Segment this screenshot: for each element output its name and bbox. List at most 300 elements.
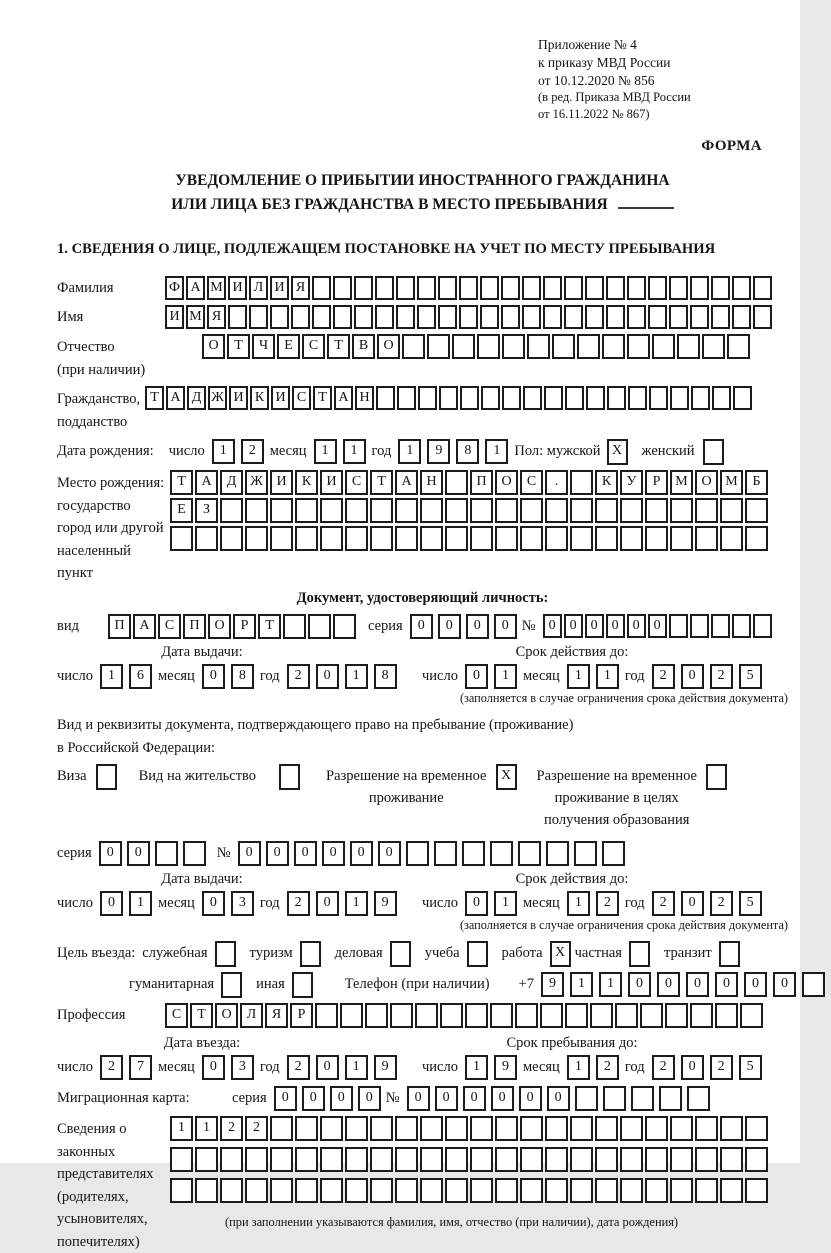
purpose-other-checkbox bbox=[292, 972, 313, 998]
birth-day-cells bbox=[212, 439, 270, 464]
char-cell-filled: 9 bbox=[374, 891, 397, 916]
purpose-tourism-checkbox bbox=[300, 941, 321, 967]
char-cell-empty bbox=[607, 386, 626, 410]
given-name-cells bbox=[165, 305, 774, 329]
char-cell-empty bbox=[370, 1178, 393, 1203]
char-cell-empty bbox=[585, 305, 604, 329]
char-cell-empty bbox=[495, 498, 518, 523]
char-cell-filled: 1 bbox=[599, 972, 622, 997]
char-cell-filled: 1 bbox=[345, 1055, 368, 1080]
char-cell-empty bbox=[620, 1147, 643, 1172]
char-cell-empty bbox=[320, 498, 343, 523]
char-cell-empty bbox=[665, 1003, 688, 1028]
char-cell-empty bbox=[315, 1003, 338, 1028]
char-cell-filled: М bbox=[720, 470, 743, 495]
char-cell-filled: X bbox=[496, 764, 517, 790]
representatives-label-line-2: законных bbox=[57, 1143, 116, 1160]
char-cell-filled: 0 bbox=[585, 614, 604, 638]
char-cell-filled: 1 bbox=[314, 439, 337, 464]
char-cell-filled: 0 bbox=[378, 841, 401, 866]
char-cell-empty bbox=[502, 334, 525, 359]
patronymic-label bbox=[57, 334, 202, 381]
char-cell-empty bbox=[545, 526, 568, 551]
entry-day-label: число bbox=[57, 1059, 93, 1076]
purpose-transit-label: транзит bbox=[663, 945, 712, 962]
char-cell-filled: 0 bbox=[715, 972, 738, 997]
phone-label: Телефон (при наличии) bbox=[344, 976, 490, 993]
representatives-cells-line-1 bbox=[170, 1116, 770, 1141]
purpose-commercial-label: деловая bbox=[334, 945, 383, 962]
char-cell-empty bbox=[720, 1178, 743, 1203]
char-cell-filled: С bbox=[345, 470, 368, 495]
char-cell-empty bbox=[397, 386, 416, 410]
char-cell-empty bbox=[719, 941, 740, 967]
char-cell-filled: Д bbox=[220, 470, 243, 495]
char-cell-empty bbox=[586, 386, 605, 410]
char-cell-empty bbox=[740, 1003, 763, 1028]
char-cell-empty bbox=[345, 1178, 368, 1203]
char-cell-empty bbox=[215, 941, 236, 967]
migration-card-series-cells bbox=[274, 1086, 386, 1111]
char-cell-filled: С bbox=[165, 1003, 188, 1028]
char-cell-empty bbox=[375, 276, 394, 300]
char-cell-filled: А bbox=[395, 470, 418, 495]
char-cell-filled: И bbox=[165, 305, 184, 329]
birth-year-label: год bbox=[371, 443, 392, 460]
char-cell-filled: 1 bbox=[343, 439, 366, 464]
residence-doc-options-row bbox=[57, 764, 788, 831]
representatives-label-line-1: Сведения о bbox=[57, 1121, 127, 1138]
given-name-label: Имя bbox=[57, 309, 84, 326]
char-cell-empty bbox=[308, 614, 331, 639]
citizenship-label bbox=[57, 386, 145, 433]
char-cell-filled: 0 bbox=[547, 1086, 570, 1111]
char-cell-empty bbox=[670, 526, 693, 551]
char-cell-empty bbox=[577, 334, 600, 359]
char-cell-empty bbox=[720, 1147, 743, 1172]
char-cell-filled: Т bbox=[190, 1003, 213, 1028]
char-cell-filled: Р bbox=[645, 470, 668, 495]
char-cell-empty bbox=[620, 498, 643, 523]
char-cell-filled: 1 bbox=[485, 439, 508, 464]
purpose-private-label: частная bbox=[574, 945, 622, 962]
migration-card-row bbox=[57, 1086, 788, 1111]
permit-issue-header: Дата выдачи: bbox=[161, 871, 243, 888]
char-cell-empty bbox=[270, 1116, 293, 1141]
char-cell-empty bbox=[402, 334, 425, 359]
char-cell-filled: Р bbox=[290, 1003, 313, 1028]
char-cell-empty bbox=[712, 386, 731, 410]
visit-purpose-label: Цель въезда: bbox=[57, 945, 136, 962]
char-cell-empty bbox=[620, 1178, 643, 1203]
char-cell-empty bbox=[220, 526, 243, 551]
char-cell-empty bbox=[365, 1003, 388, 1028]
amendment-line-2: от 16.11.2022 № 867) bbox=[538, 106, 650, 121]
char-cell-filled: 1 bbox=[170, 1116, 193, 1141]
form-title-line-1: УВЕДОМЛЕНИЕ О ПРИБЫТИИ ИНОСТРАННОГО ГРАЖДАНИНА bbox=[175, 172, 670, 190]
doc-number-cells bbox=[543, 614, 774, 638]
char-cell-empty bbox=[732, 305, 751, 329]
temp-residence-label-line-2: проживание bbox=[368, 789, 444, 806]
identity-doc-kind-row bbox=[57, 614, 788, 639]
char-cell-empty bbox=[564, 305, 583, 329]
char-cell-empty bbox=[687, 1086, 710, 1111]
char-cell-empty bbox=[745, 1147, 768, 1172]
char-cell-filled: 8 bbox=[456, 439, 479, 464]
profession-label: Профессия bbox=[57, 1007, 126, 1024]
char-cell-filled: И bbox=[270, 276, 289, 300]
doc-issue-day-cells bbox=[100, 664, 158, 689]
char-cell-filled: 1 bbox=[345, 664, 368, 689]
char-cell-empty bbox=[370, 526, 393, 551]
char-cell-empty bbox=[420, 1147, 443, 1172]
char-cell-filled: И bbox=[228, 276, 247, 300]
doc-issue-header: Дата выдачи: bbox=[161, 643, 243, 660]
doc-issue-year-label: год bbox=[259, 667, 280, 684]
char-cell-empty bbox=[648, 276, 667, 300]
char-cell-empty bbox=[545, 1147, 568, 1172]
char-cell-filled: А bbox=[186, 276, 205, 300]
birth-date-label: Дата рождения: bbox=[57, 443, 154, 460]
char-cell-empty bbox=[645, 1116, 668, 1141]
char-cell-empty bbox=[375, 305, 394, 329]
char-cell-empty bbox=[652, 334, 675, 359]
char-cell-empty bbox=[395, 1116, 418, 1141]
char-cell-filled: 1 bbox=[596, 664, 619, 689]
purpose-work-label: работа bbox=[501, 945, 543, 962]
temp-residence-edu-checkbox bbox=[706, 764, 727, 790]
entry-year-label: год bbox=[259, 1059, 280, 1076]
char-cell-empty bbox=[440, 1003, 463, 1028]
birth-year-cells bbox=[398, 439, 514, 464]
char-cell-empty bbox=[477, 334, 500, 359]
char-cell-empty bbox=[490, 841, 513, 866]
char-cell-filled: 0 bbox=[274, 1086, 297, 1111]
char-cell-empty bbox=[420, 498, 443, 523]
temp-residence-checkbox bbox=[496, 764, 517, 790]
char-cell-empty bbox=[645, 1147, 668, 1172]
representatives-note: (при заполнении указываются фамилия, имя, отчество (при наличии), дата рождения) bbox=[225, 1215, 679, 1230]
char-cell-filled: 1 bbox=[465, 1055, 488, 1080]
char-cell-empty bbox=[345, 1116, 368, 1141]
char-cell-empty bbox=[753, 276, 772, 300]
char-cell-empty bbox=[390, 1003, 413, 1028]
char-cell-empty bbox=[570, 470, 593, 495]
char-cell-filled: 1 bbox=[570, 972, 593, 997]
char-cell-empty bbox=[221, 972, 242, 998]
char-cell-empty bbox=[480, 276, 499, 300]
temp-residence-edu-label-line-3: получения образования bbox=[544, 811, 690, 828]
birth-place-label-line-3: город или другой bbox=[57, 520, 164, 537]
char-cell-empty bbox=[295, 1178, 318, 1203]
char-cell-empty bbox=[320, 1147, 343, 1172]
char-cell-empty bbox=[495, 1147, 518, 1172]
char-cell-empty bbox=[495, 526, 518, 551]
representatives-row bbox=[57, 1116, 788, 1253]
char-cell-filled: 1 bbox=[494, 664, 517, 689]
char-cell-filled: 2 bbox=[245, 1116, 268, 1141]
char-cell-empty bbox=[590, 1003, 613, 1028]
form-title-line-2-text: ИЛИ ЛИЦА БЕЗ ГРАЖДАНСТВА В МЕСТО ПРЕБЫВАНИЯ bbox=[171, 196, 608, 214]
char-cell-empty bbox=[670, 498, 693, 523]
char-cell-empty bbox=[595, 526, 618, 551]
char-cell-empty bbox=[470, 1147, 493, 1172]
stay-day-label: число bbox=[422, 1059, 458, 1076]
purpose-other-label: иная bbox=[256, 976, 285, 993]
doc-validity-year-cells bbox=[652, 664, 768, 689]
char-cell-filled: 1 bbox=[129, 891, 152, 916]
given-name-row bbox=[57, 305, 788, 329]
birth-place-label-line-1: Место рождения: bbox=[57, 475, 165, 492]
doc-validity-group bbox=[422, 644, 788, 689]
char-cell-empty bbox=[376, 386, 395, 410]
char-cell-filled: 0 bbox=[202, 1055, 225, 1080]
char-cell-empty bbox=[220, 1147, 243, 1172]
char-cell-empty bbox=[669, 276, 688, 300]
char-cell-empty bbox=[445, 498, 468, 523]
order-date-line: от 10.12.2020 № 856 bbox=[538, 72, 655, 88]
char-cell-empty bbox=[720, 526, 743, 551]
char-cell-empty bbox=[627, 305, 646, 329]
permit-validity-day-cells bbox=[465, 891, 523, 916]
char-cell-empty bbox=[295, 498, 318, 523]
permit-issue-month-label: месяц bbox=[157, 895, 195, 912]
char-cell-empty bbox=[283, 614, 306, 639]
residence-permit-label: Вид на жительство bbox=[138, 768, 257, 785]
char-cell-empty bbox=[270, 1147, 293, 1172]
birth-date-row bbox=[57, 439, 788, 465]
char-cell-filled: 0 bbox=[491, 1086, 514, 1111]
char-cell-filled: 0 bbox=[606, 614, 625, 638]
char-cell-empty bbox=[495, 1178, 518, 1203]
char-cell-filled: 0 bbox=[410, 614, 433, 639]
visa-option bbox=[57, 764, 117, 790]
permit-series-row bbox=[57, 841, 788, 866]
char-cell-empty bbox=[620, 526, 643, 551]
char-cell-empty bbox=[606, 276, 625, 300]
char-cell-empty bbox=[695, 526, 718, 551]
birth-place-row bbox=[57, 470, 788, 584]
representatives-cells-line-3 bbox=[170, 1178, 770, 1203]
char-cell-empty bbox=[515, 1003, 538, 1028]
temp-residence-edu-label bbox=[537, 764, 697, 831]
doc-series-cells bbox=[410, 614, 522, 639]
char-cell-filled: А bbox=[133, 614, 156, 639]
char-cell-empty bbox=[445, 470, 468, 495]
sex-label: Пол: мужской bbox=[514, 443, 601, 460]
form-label: ФОРМА bbox=[701, 138, 762, 155]
char-cell-empty bbox=[640, 1003, 663, 1028]
permit-series-label: серия bbox=[57, 845, 92, 862]
sex-female-checkbox bbox=[703, 439, 724, 465]
char-cell-empty bbox=[645, 526, 668, 551]
profession-row bbox=[57, 1003, 788, 1028]
stay-day-cells bbox=[465, 1055, 523, 1080]
birth-place-label bbox=[57, 470, 170, 584]
migration-card-number-label: № bbox=[385, 1090, 400, 1107]
char-cell-filled: 5 bbox=[739, 1055, 762, 1080]
char-cell-empty bbox=[552, 334, 575, 359]
char-cell-empty bbox=[490, 1003, 513, 1028]
char-cell-empty bbox=[565, 1003, 588, 1028]
char-cell-filled: С bbox=[302, 334, 325, 359]
permit-validity-group bbox=[422, 871, 788, 916]
char-cell-filled: К bbox=[250, 386, 269, 410]
char-cell-empty bbox=[300, 941, 321, 967]
char-cell-empty bbox=[720, 498, 743, 523]
doc-validity-year-label: год bbox=[624, 667, 645, 684]
char-cell-filled: 0 bbox=[465, 891, 488, 916]
char-cell-empty bbox=[695, 1178, 718, 1203]
char-cell-filled: 0 bbox=[407, 1086, 430, 1111]
char-cell-empty bbox=[320, 1178, 343, 1203]
char-cell-filled: Т bbox=[227, 334, 250, 359]
char-cell-empty bbox=[575, 1086, 598, 1111]
char-cell-empty bbox=[669, 614, 688, 638]
char-cell-filled: М bbox=[670, 470, 693, 495]
char-cell-empty bbox=[340, 1003, 363, 1028]
char-cell-filled: Ч bbox=[252, 334, 275, 359]
char-cell-empty bbox=[445, 526, 468, 551]
char-cell-empty bbox=[732, 614, 751, 638]
birth-place-cells-line-3 bbox=[170, 526, 770, 551]
char-cell-empty bbox=[732, 276, 751, 300]
char-cell-empty bbox=[695, 498, 718, 523]
char-cell-empty bbox=[570, 498, 593, 523]
permit-issue-group bbox=[57, 871, 422, 916]
char-cell-empty bbox=[462, 841, 485, 866]
section1-heading: 1. СВЕДЕНИЯ О ЛИЦЕ, ПОДЛЕЖАЩЕМ ПОСТАНОВКЕ НА УЧЕТ ПО МЕСТУ ПРЕБЫВАНИЯ bbox=[57, 241, 716, 258]
permit-series-cells bbox=[99, 841, 211, 866]
char-cell-empty bbox=[703, 439, 724, 465]
char-cell-empty bbox=[354, 305, 373, 329]
char-cell-empty bbox=[220, 1178, 243, 1203]
char-cell-empty bbox=[570, 1178, 593, 1203]
char-cell-empty bbox=[544, 386, 563, 410]
char-cell-filled: 0 bbox=[681, 1055, 704, 1080]
char-cell-empty bbox=[470, 498, 493, 523]
char-cell-empty bbox=[439, 386, 458, 410]
permit-validity-header: Срок действия до: bbox=[515, 871, 629, 888]
char-cell-empty bbox=[595, 1116, 618, 1141]
char-cell-filled: 0 bbox=[564, 614, 583, 638]
header-reference-block bbox=[538, 36, 788, 122]
char-cell-empty bbox=[501, 305, 520, 329]
char-cell-empty bbox=[520, 526, 543, 551]
doc-validity-header: Срок действия до: bbox=[515, 643, 629, 660]
char-cell-empty bbox=[312, 305, 331, 329]
char-cell-empty bbox=[745, 498, 768, 523]
permit-issue-year-label: год bbox=[259, 895, 280, 912]
char-cell-filled: К bbox=[295, 470, 318, 495]
permit-validity-year-cells bbox=[652, 891, 768, 916]
char-cell-filled: 7 bbox=[129, 1055, 152, 1080]
char-cell-filled: Т bbox=[327, 334, 350, 359]
purpose-work-checkbox bbox=[550, 941, 571, 967]
char-cell-filled: 8 bbox=[374, 664, 397, 689]
char-cell-filled: 0 bbox=[628, 972, 651, 997]
char-cell-empty bbox=[711, 276, 730, 300]
char-cell-filled: Я bbox=[207, 305, 226, 329]
char-cell-filled: И bbox=[270, 470, 293, 495]
char-cell-empty bbox=[345, 498, 368, 523]
char-cell-empty bbox=[711, 614, 730, 638]
char-cell-empty bbox=[715, 1003, 738, 1028]
char-cell-empty bbox=[396, 305, 415, 329]
char-cell-filled: 0 bbox=[627, 614, 646, 638]
char-cell-empty bbox=[602, 334, 625, 359]
amendment-line-1: (в ред. Приказа МВД России bbox=[538, 90, 691, 105]
char-cell-empty bbox=[155, 841, 178, 866]
char-cell-filled: 0 bbox=[465, 664, 488, 689]
char-cell-filled: 0 bbox=[316, 1055, 339, 1080]
char-cell-filled: 1 bbox=[494, 891, 517, 916]
char-cell-filled: X bbox=[550, 941, 571, 967]
char-cell-filled: П bbox=[108, 614, 131, 639]
permit-issue-row bbox=[57, 891, 422, 916]
char-cell-empty bbox=[620, 1116, 643, 1141]
char-cell-filled: Т bbox=[258, 614, 281, 639]
entry-month-cells bbox=[202, 1055, 260, 1080]
char-cell-empty bbox=[520, 1116, 543, 1141]
char-cell-empty bbox=[720, 1116, 743, 1141]
char-cell-filled: 0 bbox=[438, 614, 461, 639]
char-cell-empty bbox=[627, 334, 650, 359]
char-cell-filled: Н bbox=[420, 470, 443, 495]
char-cell-filled: Я bbox=[265, 1003, 288, 1028]
citizenship-label-line-1: Гражданство, bbox=[57, 391, 141, 408]
char-cell-empty bbox=[420, 1178, 443, 1203]
char-cell-empty bbox=[628, 386, 647, 410]
doc-number-label: № bbox=[521, 617, 536, 634]
doc-issue-row bbox=[57, 664, 422, 689]
doc-validity-month-cells bbox=[567, 664, 625, 689]
char-cell-filled: О bbox=[215, 1003, 238, 1028]
char-cell-empty bbox=[427, 334, 450, 359]
char-cell-empty bbox=[695, 1147, 718, 1172]
char-cell-filled: Т bbox=[370, 470, 393, 495]
char-cell-empty bbox=[395, 526, 418, 551]
char-cell-empty bbox=[417, 276, 436, 300]
char-cell-empty bbox=[170, 1147, 193, 1172]
char-cell-empty bbox=[245, 1178, 268, 1203]
phone-cells bbox=[541, 972, 831, 997]
char-cell-empty bbox=[733, 386, 752, 410]
stay-month-cells bbox=[567, 1055, 625, 1080]
char-cell-empty bbox=[702, 334, 725, 359]
visa-label: Виза bbox=[57, 768, 87, 785]
char-cell-filled: 0 bbox=[100, 891, 123, 916]
char-cell-filled: 6 bbox=[129, 664, 152, 689]
char-cell-empty bbox=[333, 614, 356, 639]
char-cell-empty bbox=[220, 498, 243, 523]
char-cell-filled: У bbox=[620, 470, 643, 495]
char-cell-empty bbox=[481, 386, 500, 410]
char-cell-empty bbox=[564, 276, 583, 300]
char-cell-empty bbox=[595, 498, 618, 523]
char-cell-empty bbox=[690, 305, 709, 329]
char-cell-empty bbox=[295, 1147, 318, 1172]
char-cell-empty bbox=[745, 1178, 768, 1203]
char-cell-filled: 5 bbox=[739, 891, 762, 916]
char-cell-filled: 0 bbox=[686, 972, 709, 997]
char-cell-filled: 0 bbox=[435, 1086, 458, 1111]
birth-place-cells-line-2 bbox=[170, 498, 770, 523]
citizenship-label-line-2: подданство bbox=[57, 413, 128, 430]
char-cell-filled: 1 bbox=[345, 891, 368, 916]
birth-place-label-line-4: населенный пункт bbox=[57, 542, 131, 582]
char-cell-empty bbox=[603, 1086, 626, 1111]
